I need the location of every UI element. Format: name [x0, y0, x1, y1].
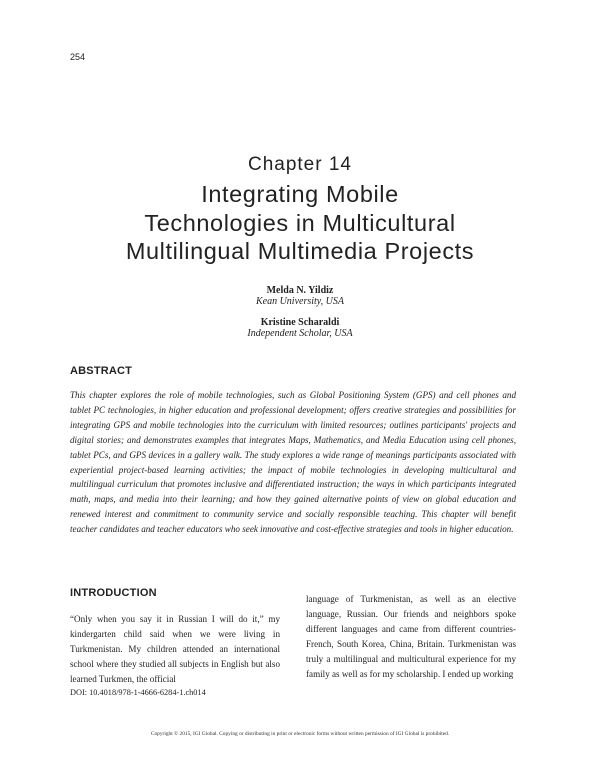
- author-affiliation: Kean University, USA: [255, 296, 345, 307]
- introduction-left-column: “Only when you say it in Russian I will do it,” my kindergarten child said when we were living in Turkmenistan. My children attended an international school where they studied all subjects in English but also learned Turkmen, the official: [70, 614, 280, 684]
- author-name: Melda N. Yildiz: [266, 285, 334, 296]
- page-number: 254: [70, 52, 86, 62]
- abstract-text: This chapter explores the role of mobile technologies, such as Global Positioning System (GPS) and cell phones and tablet PC technologies, in higher education and professional development; offers creative strategies and possibilities for integrating GPS and mobile technologies into the curriculum with limited resources; outlines participants' projects and digital stories; and demonstrates examples that integrates Maps, Mathematics, and Media Education using cell phones, tablet PCs, and GPS devices in a gallery walk. The study explores a wide range of meanings participants associated with experiential project-based learning activities; the impact of mobile technologies in developing multicultural and multilingual curriculum that promotes inclusive and differentiated instruction; the ways in which participants integrated math, maps, and media into their learning; and how they gained alternative points of view on global education and renewed interest and commitment to community service and socially responsible teaching. This chapter will benefit teacher candidates and teacher educators who seek innovative and cost-effective strategies and tools in higher education.: [70, 390, 516, 535]
- doi: DOI: 10.4018/978-1-4666-6284-1.ch014: [70, 688, 206, 697]
- author-name: Kristine Scharaldi: [260, 317, 340, 328]
- chapter-title-line-2: Technologies in Multicultural: [144, 209, 456, 236]
- abstract-body: [70, 388, 516, 537]
- introduction-right-column: language of Turkmenistan, as well as an elective language, Russian. Our friends and neighbors spoke different languages and came from different countries- French, South Korea, China, Britain. Turkmenistan was truly a multilingual and multicultural experience for my family as well as for my scholarship. I ended up working: [306, 594, 516, 679]
- chapter-label: Chapter 14: [247, 154, 352, 175]
- introduction-heading: INTRODUCTION: [70, 587, 157, 599]
- chapter-title-line-3: Multilingual Multimedia Projects: [125, 238, 475, 264]
- author-block-1: [0, 285, 600, 307]
- abstract-heading: ABSTRACT: [70, 365, 133, 377]
- author-affiliation: Independent Scholar, USA: [247, 328, 353, 339]
- chapter-title: [50, 180, 550, 266]
- author-block-2: [0, 317, 600, 339]
- chapter-title-line-1: Integrating Mobile: [201, 181, 399, 207]
- copyright-notice: Copyright © 2015, IGI Global. Copying or distributing in print or electronic forms without written permission of IGI Global is prohibited.: [150, 731, 450, 737]
